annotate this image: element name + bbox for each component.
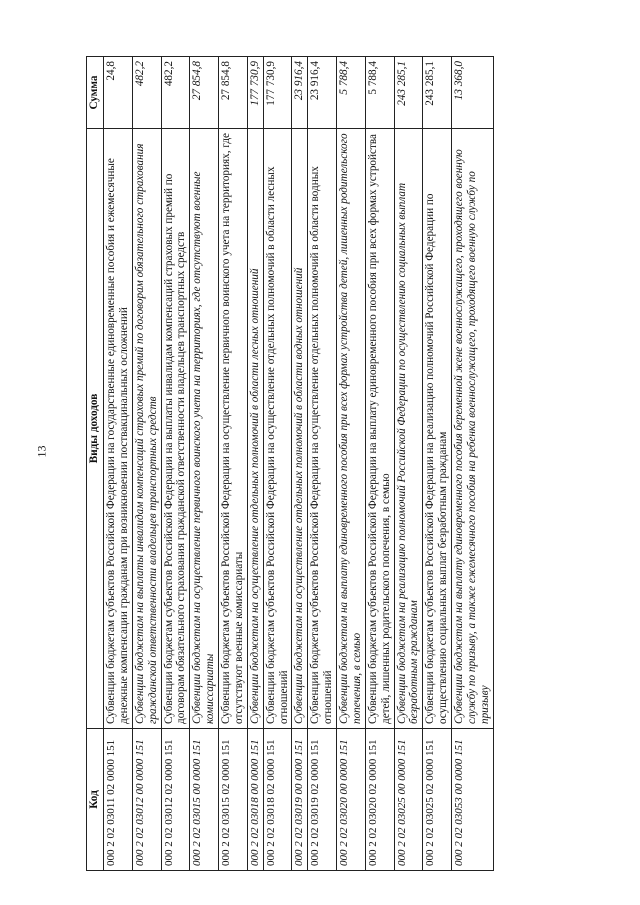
header-sum: Сумма xyxy=(87,57,104,129)
cell-sum: 27 854,8 xyxy=(190,57,219,129)
cell-sum: 243 285,1 xyxy=(394,57,423,129)
cell-revenue-type: Субвенции бюджетам на реализацию полномочий Российской Федерации по осуществлению социальных выплат безработным гражданам xyxy=(394,129,423,729)
cell-code: 000 2 02 03011 02 0000 151 xyxy=(104,729,133,871)
cell-code: 000 2 02 03020 02 0000 151 xyxy=(365,729,394,871)
cell-revenue-type: Субвенции бюджетам на выплату единовременного пособия при всех формах устройства детей, лишенных родительского попечения, в семью xyxy=(337,129,366,729)
table-row xyxy=(219,57,248,871)
cell-code: 000 2 02 03025 02 0000 151 xyxy=(423,729,452,871)
cell-code: 000 2 02 03025 00 0000 151 xyxy=(394,729,423,871)
table-row xyxy=(423,57,452,871)
cell-code: 000 2 02 03012 00 0000 151 xyxy=(132,729,161,871)
cell-sum: 23 916,4 xyxy=(292,57,308,129)
cell-code: 000 2 02 03015 02 0000 151 xyxy=(219,729,248,871)
revenue-table xyxy=(86,56,494,871)
header-code: Код xyxy=(87,729,104,871)
table-row xyxy=(104,57,133,871)
cell-sum: 177 730,9 xyxy=(263,57,292,129)
cell-code: 000 2 02 03019 02 0000 151 xyxy=(308,729,337,871)
cell-revenue-type: Субвенции бюджетам субъектов Российской Федерации на реализацию полномочий Российской Федерации по осуществлению социальных выплат безработным гражданам xyxy=(423,129,452,729)
cell-revenue-type: Субвенции бюджетам субъектов Российской Федерации на государственные единовременные пособия и ежемесячные денежные компенсации гражданам при возникновении поствакцинальных осложнений xyxy=(104,129,133,729)
table-row xyxy=(263,57,292,871)
cell-code: 000 2 02 03015 00 0000 151 xyxy=(190,729,219,871)
table-row xyxy=(132,57,161,871)
table-row xyxy=(292,57,308,871)
page-number: 13 xyxy=(34,445,49,458)
cell-revenue-type: Субвенции бюджетам субъектов Российской Федерации на осуществление отдельных полномочий в области лесных отношений xyxy=(263,129,292,729)
cell-sum: 27 854,8 xyxy=(219,57,248,129)
cell-code: 000 2 02 03020 00 0000 151 xyxy=(337,729,366,871)
rotated-table-container xyxy=(86,57,562,871)
table-row xyxy=(365,57,394,871)
table-row xyxy=(337,57,366,871)
cell-revenue-type: Субвенции бюджетам субъектов Российской Федерации на выплату единовременного пособия при всех формах устройства детей, лишенных родительского попечения, в семью xyxy=(365,129,394,729)
cell-code: 000 2 02 03053 00 0000 151 xyxy=(452,729,494,871)
table-row xyxy=(394,57,423,871)
cell-sum: 5 788,4 xyxy=(365,57,394,129)
cell-revenue-type: Субвенции бюджетам на осуществление отдельных полномочий в области водных отношений xyxy=(292,129,308,729)
cell-revenue-type: Субвенции бюджетам субъектов Российской Федерации на выплаты инвалидам компенсаций страховых премий по договорам обязательного страхования гражданской ответственности владельцев транспортных средств xyxy=(161,129,190,729)
cell-sum: 24,8 xyxy=(104,57,133,129)
header-revenue-type: Виды доходов xyxy=(87,129,104,729)
cell-code: 000 2 02 03018 00 0000 151 xyxy=(247,729,263,871)
cell-revenue-type: Субвенции бюджетам на выплату единовременного пособия беременной жене военнослужащего, проходящего военную службу по призыву, а также ежемесячного пособия на ребенка военнослужащего, проходящего военную службу по призыву xyxy=(452,129,494,729)
cell-code: 000 2 02 03018 02 0000 151 xyxy=(263,729,292,871)
table-row xyxy=(247,57,263,871)
cell-revenue-type: Субвенции бюджетам субъектов Российской Федерации на осуществление первичного воинского учета на территориях, где отсутствуют военные комиссариаты xyxy=(219,129,248,729)
table-row xyxy=(452,57,494,871)
cell-sum: 5 788,4 xyxy=(337,57,366,129)
table-row xyxy=(161,57,190,871)
cell-sum: 482,2 xyxy=(161,57,190,129)
table-row xyxy=(190,57,219,871)
cell-code: 000 2 02 03012 02 0000 151 xyxy=(161,729,190,871)
cell-revenue-type: Субвенции бюджетам субъектов Российской Федерации на осуществление отдельных полномочий в области водных отношений xyxy=(308,129,337,729)
table-header-row xyxy=(87,57,104,871)
cell-sum: 243 285,1 xyxy=(423,57,452,129)
cell-sum: 23 916,4 xyxy=(308,57,337,129)
cell-revenue-type: Субвенции бюджетам на осуществление первичного воинского учета на территориях, где отсутствуют военные комиссариаты xyxy=(190,129,219,729)
table-body xyxy=(104,57,494,871)
cell-sum: 13 368,0 xyxy=(452,57,494,129)
cell-revenue-type: Субвенции бюджетам на осуществление отдельных полномочий в области лесных отношений xyxy=(247,129,263,729)
cell-sum: 482,2 xyxy=(132,57,161,129)
table-row xyxy=(308,57,337,871)
cell-sum: 177 730,9 xyxy=(247,57,263,129)
cell-code: 000 2 02 03019 00 0000 151 xyxy=(292,729,308,871)
cell-revenue-type: Субвенции бюджетам на выплаты инвалидам компенсаций страховых премий по договорам обязательного страхования гражданской ответственности владельцев транспортных средств xyxy=(132,129,161,729)
